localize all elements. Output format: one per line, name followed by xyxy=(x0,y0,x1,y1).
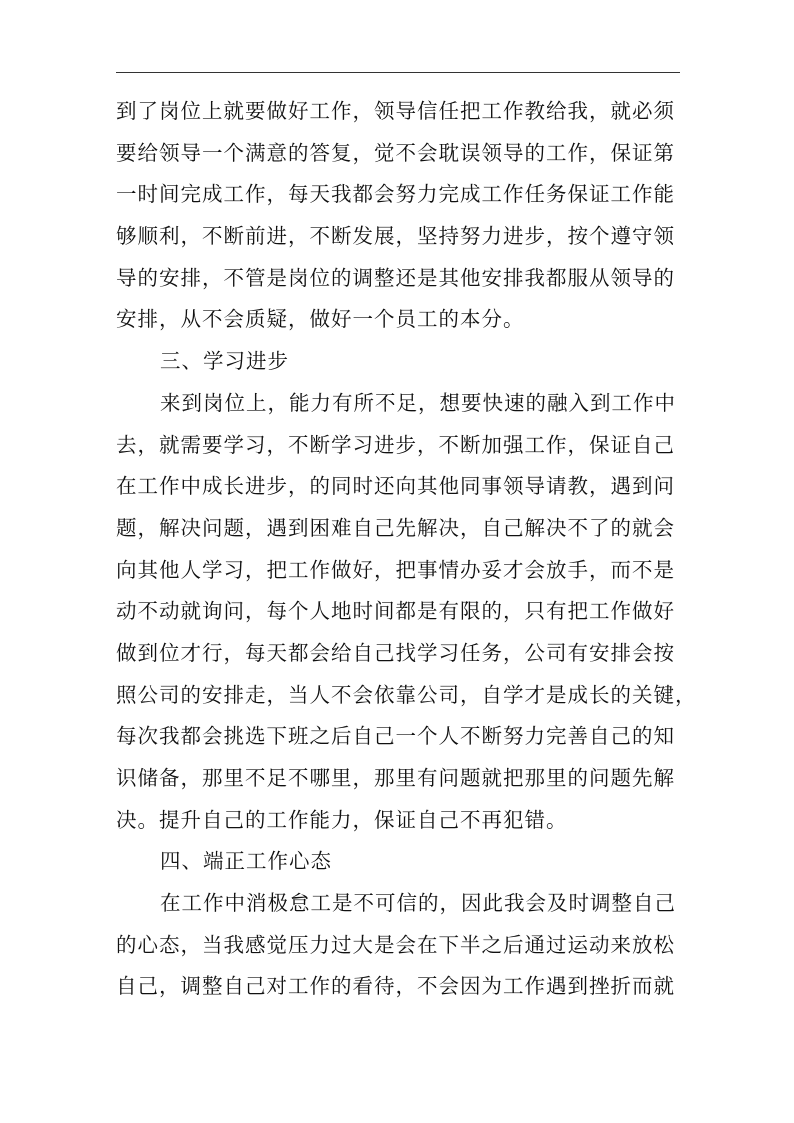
text-line: 到了岗位上就要做好工作，领导信任把工作教给我，就必须 xyxy=(116,99,675,123)
text-line: 向其他人学习，把工作做好，把事情办妥才会放手，而不是 xyxy=(116,557,675,582)
text-line: 来到岗位上，能力有所不足，想要快速的融入到工作中 xyxy=(160,390,676,415)
text-line: 去，就需要学习，不断学习进步，不断加强工作，保证自己 xyxy=(116,432,675,457)
body-text xyxy=(116,91,697,1008)
text-line: 照公司的安排走，当人不会依靠公司，自学才是成长的关键， xyxy=(116,682,697,707)
text-line: 动不动就询问，每个人地时间都是有限的，只有把工作做好 xyxy=(116,599,675,624)
text-line: 安排，从不会质疑，做好一个员工的本分。 xyxy=(116,307,525,332)
text-line: 题，解决问题，遇到困难自己先解决，自己解决不了的就会 xyxy=(116,515,675,540)
text-line: 每次我都会挑选下班之后自己一个人不断努力完善自己的知 xyxy=(116,724,675,749)
section-heading: 四、端正工作心态 xyxy=(160,849,332,874)
text-line: 自己，调整自己对工作的看待，不会因为工作遇到挫折而就 xyxy=(116,974,675,999)
text-line: 在工作中消极怠工是不可信的，因此我会及时调整自己 xyxy=(160,891,676,916)
section-heading: 三、学习进步 xyxy=(160,349,289,374)
text-line: 够顺利，不断前进，不断发展，坚持努力进步，按个遵守领 xyxy=(116,224,675,249)
text-line: 的心态，当我感觉压力过大是会在下半之后通过运动来放松 xyxy=(116,932,675,957)
text-line: 做到位才行，每天都会给自己找学习任务，公司有安排会按 xyxy=(116,640,675,665)
text-line: 一时间完成工作，每天我都会努力完成工作任务保证工作能 xyxy=(116,182,675,207)
text-line: 要给领导一个满意的答复，觉不会耽误领导的工作，保证第 xyxy=(116,140,675,165)
text-line: 导的安排，不管是岗位的调整还是其他安排我都服从领导的 xyxy=(116,265,675,290)
text-line: 识储备，那里不足不哪里，那里有问题就把那里的问题先解 xyxy=(116,766,675,790)
text-line: 决。提升自己的工作能力，保证自己不再犯错。 xyxy=(116,807,568,832)
header-rule xyxy=(116,72,680,73)
text-line: 在工作中成长进步，的同时还向其他同事领导请教，遇到问 xyxy=(116,474,675,499)
